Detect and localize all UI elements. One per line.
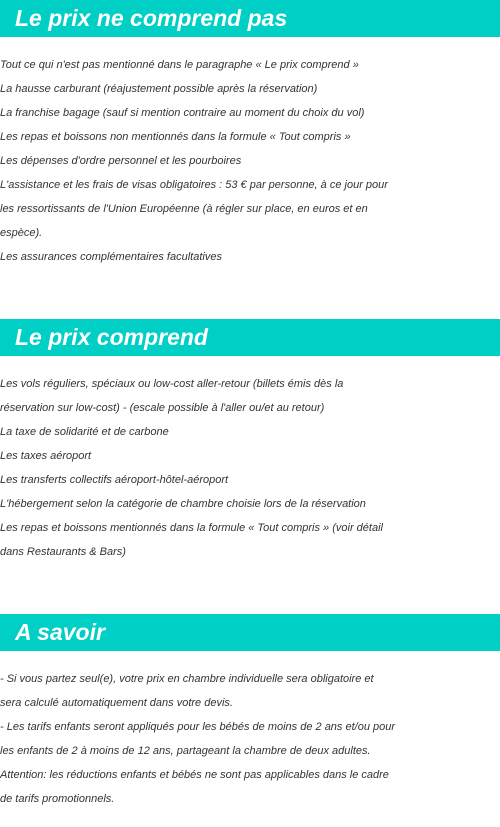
section-header-price-includes — [0, 319, 500, 356]
list-item: Les repas et boissons non mentionnés dans la formule « Tout compris » — [0, 131, 351, 143]
list-item: dans Restaurants & Bars) — [0, 546, 126, 558]
list-item: de tarifs promotionnels. — [0, 793, 115, 805]
list-item: Attention: les réductions enfants et bébés ne sont pas applicables dans le cadre — [0, 769, 389, 781]
list-item: La franchise bagage (sauf si mention contraire au moment du choix du vol) — [0, 107, 365, 119]
list-item: espèce). — [0, 227, 43, 239]
good-to-know-list — [0, 667, 500, 811]
list-item: réservation sur low-cost) - (escale possible à l'aller ou/et au retour) — [0, 402, 325, 414]
list-item: Les dépenses d'ordre personnel et les pourboires — [0, 155, 242, 167]
list-item: les ressortissants de l'Union Européenne (à régler sur place, en euros et en — [0, 203, 368, 215]
list-item: La hausse carburant (réajustement possible après la réservation) — [0, 83, 318, 95]
list-item: L'hébergement selon la catégorie de chambre choisie lors de la réservation — [0, 498, 366, 510]
list-item: Tout ce qui n'est pas mentionné dans le paragraphe « Le prix comprend » — [0, 59, 359, 71]
list-item: L'assistance et les frais de visas obligatoires : 53 € par personne, à ce jour pour — [0, 179, 388, 191]
list-item: - Les tarifs enfants seront appliqués pour les bébés de moins de 2 ans et/ou pour — [0, 721, 396, 733]
list-item: Les vols réguliers, spéciaux ou low-cost aller-retour (billets émis dès la — [0, 378, 344, 390]
price-includes-list — [0, 372, 500, 564]
list-item: Les assurances complémentaires facultatives — [0, 251, 222, 263]
section-title: A savoir — [15, 619, 105, 645]
section-title: Le prix comprend — [15, 324, 208, 350]
list-item: La taxe de solidarité et de carbone — [0, 426, 169, 438]
list-item: les enfants de 2 à moins de 12 ans, partageant la chambre de deux adultes. — [0, 745, 371, 757]
section-header-price-excludes — [0, 0, 500, 37]
price-excludes-list — [0, 53, 500, 269]
section-header-good-to-know — [0, 614, 500, 651]
list-item: - Si vous partez seul(e), votre prix en chambre individuelle sera obligatoire et — [0, 673, 374, 685]
list-item: sera calculé automatiquement dans votre devis. — [0, 697, 233, 709]
list-item: Les repas et boissons mentionnés dans la formule « Tout compris » (voir détail — [0, 522, 383, 534]
section-title: Le prix ne comprend pas — [15, 5, 288, 31]
list-item: Les taxes aéroport — [0, 450, 92, 462]
list-item: Les transferts collectifs aéroport-hôtel-aéroport — [0, 474, 229, 486]
